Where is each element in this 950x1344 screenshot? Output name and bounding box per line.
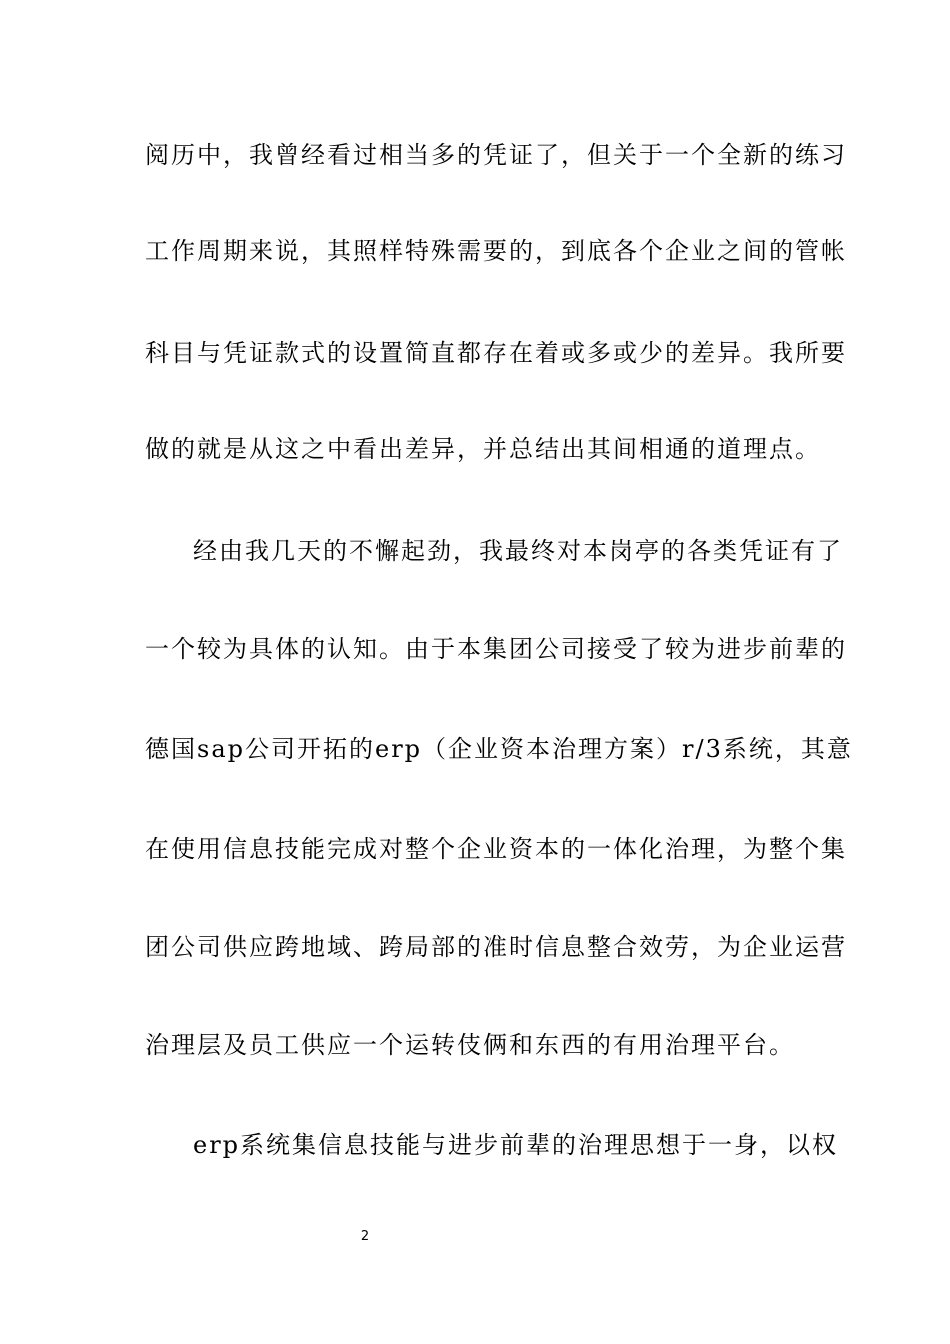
text-line-1: 阅历中，我曾经看过相当多的凭证了，但关于一个全新的练习 (145, 141, 847, 169)
text-line-11: erp系统集信息技能与进步前辈的治理思想于一身，以权 (193, 1131, 839, 1159)
text-line-2: 工作周期来说，其照样特殊需要的，到底各个企业之间的管帐 (145, 237, 847, 265)
text-line-8: 在使用信息技能完成对整个企业资本的一体化治理，为整个集 (145, 835, 847, 863)
text-line-5: 经由我几天的不懈起劲，我最终对本岗亭的各类凭证有了 (193, 537, 843, 565)
text-line-9: 团公司供应跨地域、跨局部的准时信息整合效劳，为企业运营 (145, 933, 847, 961)
text-line-3: 科目与凭证款式的设置简直都存在着或多或少的差异。我所要 (145, 339, 847, 367)
page-number: 2 (360, 1229, 370, 1244)
text-line-6: 一个较为具体的认知。由于本集团公司接受了较为进步前辈的 (145, 635, 847, 663)
text-line-4: 做的就是从这之中看出差异，并总结出其间相通的道理点。 (145, 435, 821, 463)
text-line-10: 治理层及员工供应一个运转伎俩和东西的有用治理平台。 (145, 1031, 795, 1059)
text-line-7: 德国sap公司开拓的erp（企业资本治理方案）r/3系统，其意 (145, 735, 853, 763)
